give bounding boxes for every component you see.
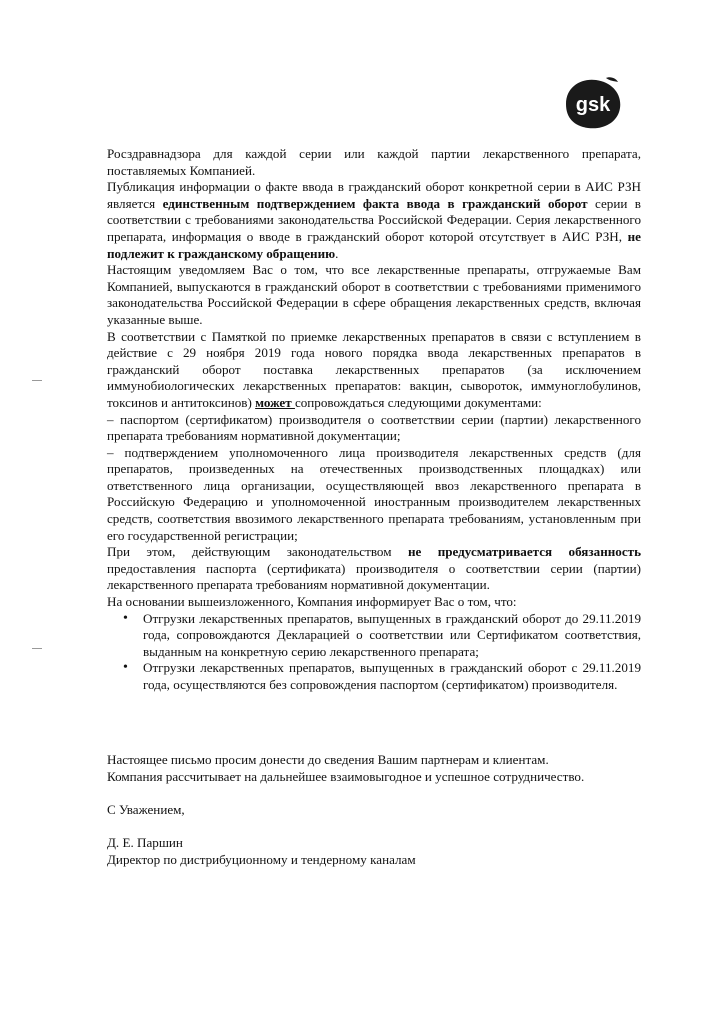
- bold-text: не подлежит к гражданскому обращению: [107, 228, 641, 261]
- text-span: В соответствии с Памяткой по приемке лекарственных препаратов в связи с вступлением в действие с 29 ноября 2019 года нового порядка ввода лекарственных препаратов в гражданский оборот поставка лекарственных препаратов (за исключением иммунобиологических лекарственных препаратов: вакцин, сывороток, иммуноглобулинов, токсинов и антитоксинов): [107, 328, 641, 410]
- paragraph: Росздравнадзора для каждой серии или каждой партии лекарственного препарата, поставляемых Компанией.: [107, 146, 641, 178]
- greeting: С Уважением,: [107, 802, 185, 817]
- bold-underlined-text: может: [255, 394, 295, 410]
- gsk-logo-text: gsk: [575, 94, 611, 116]
- text-span: серии в соответствии с требованиями законодательства Российской Федерации. Серия лекарственного препарата, информация о вводе в гражданский оборот которой отсутствует в АИС РЗН,: [107, 195, 641, 244]
- bold-text: не предусматривается обязанность: [407, 544, 641, 560]
- bold-text: единственным подтверждением факта ввода в гражданский оборот: [162, 195, 588, 211]
- margin-mark: [32, 380, 42, 381]
- text-span: При этом, действующим законодательством: [107, 544, 408, 560]
- paragraph: На основании вышеизложенного, Компания информирует Вас о том, что:: [107, 594, 517, 610]
- closing-line: Компания рассчитывает на дальнейшее взаимовыгодное и успешное сотрудничество.: [107, 769, 585, 784]
- signatory-name: Д. Е. Паршин: [107, 835, 183, 850]
- gsk-logo: [560, 74, 624, 132]
- text-span: сопровождаться следующими документами:: [294, 394, 542, 410]
- letter-body: [107, 146, 641, 694]
- paragraph: [107, 329, 641, 412]
- paragraph: [107, 179, 641, 262]
- paragraph: – паспортом (сертификатом) производителя о соответствии серии (партии) лекарственного препарата требованиям нормативной документации;: [107, 411, 641, 444]
- paragraph: [107, 544, 641, 594]
- list-item: • Отгрузки лекарственных препаратов, выпущенных в гражданский оборот с 29.11.2019 года, осуществляются без сопровождения паспортом (сертификатом) производителя.: [107, 660, 641, 693]
- text-span: .: [335, 245, 339, 261]
- list-item: • Отгрузки лекарственных препаратов, выпущенных в гражданский оборот до 29.11.2019 года, сопровождаются Декларацией о соответствии или Сертификатом соответствия, выданным на конкретную серию лекарственного препарата;: [107, 611, 641, 661]
- gsk-logo-icon: [560, 74, 624, 132]
- text-span: Публикация информации о факте ввода в гражданский оборот конкретной серии в АИС РЗН является: [107, 179, 641, 211]
- bullet-list: [107, 611, 641, 694]
- text-span: предоставления паспорта (сертификата) производителя о соответствии серии (партии) лекарственного препарата требованиям нормативной документации.: [107, 560, 641, 593]
- paragraph: Настоящим уведомляем Вас о том, что все лекарственные препараты, отгружаемые Вам Компанией, выпускаются в гражданский оборот в соответствии с требованиями применимого законодательства Российской Федерации в сфере обращения лекарственных средств, включая указанные выше.: [107, 262, 641, 327]
- paragraph: – подтверждением уполномоченного лица производителя лекарственных средств (для препаратов, произведенных на отечественных производственных площадках) или ответственного лица организации, осуществляющей ввоз лекарственного препарата в Российскую Федерацию и уполномоченной иностранным производителем лекарственных средств, соответствия ввозимого лекарственного препарата требованиям, установленным при его государственной регистрации;: [107, 444, 641, 543]
- margin-mark: [32, 648, 42, 649]
- closing-line: Настоящее письмо просим донести до сведения Вашим партнерам и клиентам.: [107, 752, 549, 767]
- signatory-position: Директор по дистрибуционному и тендерному каналам: [107, 852, 416, 867]
